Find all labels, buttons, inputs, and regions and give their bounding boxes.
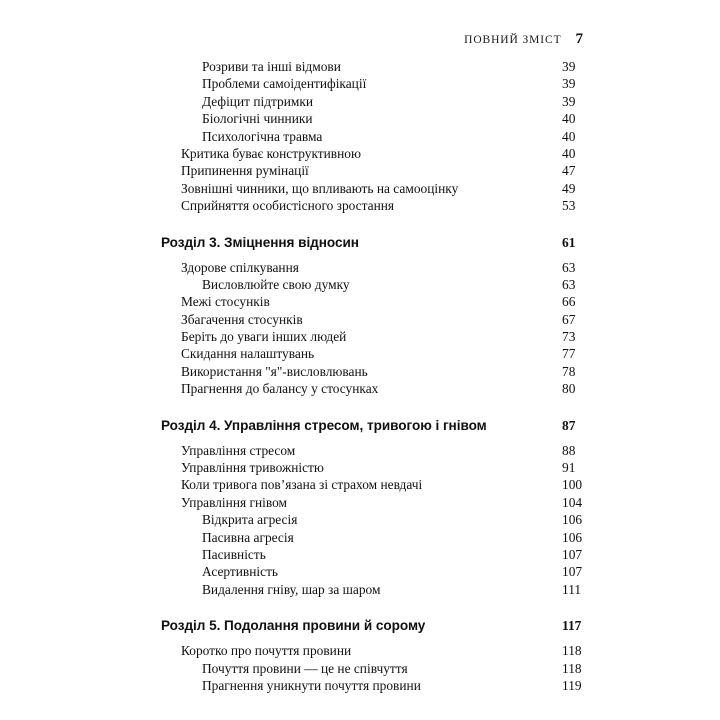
toc-entry-row[interactable] xyxy=(0,197,720,214)
toc-entry-row[interactable] xyxy=(0,93,720,110)
toc-entry-row[interactable] xyxy=(0,259,720,276)
toc-entry-label: Збагачення стосунків xyxy=(181,311,303,327)
toc-entry-row[interactable] xyxy=(0,145,720,162)
toc-entry-row[interactable] xyxy=(0,162,720,179)
toc-page-number: 119 xyxy=(562,677,582,693)
toc-page-number: 40 xyxy=(562,145,576,161)
toc-entry-row[interactable] xyxy=(0,642,720,659)
toc-page-number: 88 xyxy=(562,442,576,458)
toc-page-number: 80 xyxy=(562,381,576,397)
toc-entry-label: Психологічна травма xyxy=(202,128,323,144)
toc-block-gap xyxy=(0,598,720,616)
toc-page-number: 63 xyxy=(562,276,576,292)
toc-entry-label: Пасивна агресія xyxy=(202,529,294,545)
toc-page-number: 111 xyxy=(562,581,582,597)
toc-page-number: 66 xyxy=(562,294,576,310)
toc-entry-row[interactable] xyxy=(0,677,720,694)
toc-chapter-label: Розділ 5. Подолання провини й сорому xyxy=(161,618,426,634)
toc-list xyxy=(0,58,720,694)
toc-entry-label: Здорове спілкування xyxy=(181,259,299,275)
toc-page-number: 39 xyxy=(562,76,576,92)
toc-entry-row[interactable] xyxy=(0,459,720,476)
toc-entry-label: Почуття провини — це не співчуття xyxy=(202,660,408,676)
toc-block-gap xyxy=(0,398,720,416)
toc-page-number: 87 xyxy=(562,417,576,433)
toc-entry-label: Сприйняття особистісного зростання xyxy=(181,198,395,214)
toc-entry-label: Беріть до уваги інших людей xyxy=(181,329,347,345)
toc-entry-label: Проблеми самоідентифікації xyxy=(202,76,367,92)
toc-chapter-row[interactable] xyxy=(0,416,720,436)
toc-entry-label: Прагнення до балансу у стосунках xyxy=(181,381,379,397)
toc-entry-label: Коли тривога пов’язана зі страхом невдачі xyxy=(181,477,423,493)
toc-entry-label: Управління гнівом xyxy=(181,494,288,510)
toc-entry-label: Скидання налаштувань xyxy=(181,346,315,362)
toc-page-number: 67 xyxy=(562,311,576,327)
toc-page-number: 106 xyxy=(562,512,583,528)
toc-entry-label: Використання "я"-висловлювань xyxy=(181,363,368,379)
toc-entry-row[interactable] xyxy=(0,128,720,145)
toc-page-number: 61 xyxy=(562,234,576,250)
toc-entry-row[interactable] xyxy=(0,546,720,563)
toc-entry-label: Коротко про почуття провини xyxy=(181,643,352,659)
toc-page-number: 49 xyxy=(562,180,576,196)
toc-entry-row[interactable] xyxy=(0,75,720,92)
toc-entry-label: Межі стосунків xyxy=(181,294,270,310)
toc-chapter-row[interactable] xyxy=(0,616,720,636)
toc-entry-label: Асертивність xyxy=(202,564,279,580)
running-head-title: ПОВНИЙ ЗМІСТ xyxy=(464,34,562,46)
toc-entry-label: Критика буває конструктивною xyxy=(181,145,361,161)
toc-entry-label: Видалення гніву, шар за шаром xyxy=(202,581,381,597)
toc-page-number: 73 xyxy=(562,329,576,345)
toc-page-number: 100 xyxy=(562,477,583,493)
toc-entry-row[interactable] xyxy=(0,363,720,380)
toc-entry-row[interactable] xyxy=(0,563,720,580)
toc-page-number: 118 xyxy=(562,643,582,659)
toc-entry-row[interactable] xyxy=(0,328,720,345)
toc-entry-row[interactable] xyxy=(0,442,720,459)
toc-entry-label: Дефіцит підтримки xyxy=(202,93,314,109)
toc-entry-label: Управління тривожністю xyxy=(181,460,324,476)
running-head xyxy=(0,30,583,48)
toc-page-number: 117 xyxy=(562,618,582,634)
toc-page-number: 78 xyxy=(562,363,576,379)
toc-entry-label: Висловлюйте свою думку xyxy=(202,276,350,292)
toc-entry-row[interactable] xyxy=(0,581,720,598)
toc-entry-label: Біологічні чинники xyxy=(202,111,313,127)
toc-entry-label: Зовнішні чинники, що впливають на самооцінку xyxy=(181,180,459,196)
toc-entry-row[interactable] xyxy=(0,511,720,528)
toc-chapter-row[interactable] xyxy=(0,233,720,253)
toc-entry-row[interactable] xyxy=(0,311,720,328)
toc-entry-row[interactable] xyxy=(0,276,720,293)
toc-page-number: 47 xyxy=(562,163,576,179)
toc-entry-label: Відкрита агресія xyxy=(202,512,298,528)
toc-entry-row[interactable] xyxy=(0,380,720,397)
toc-page-number: 107 xyxy=(562,546,583,562)
toc-entry-label: Припинення румінації xyxy=(181,163,309,179)
toc-entry-row[interactable] xyxy=(0,345,720,362)
toc-entry-row[interactable] xyxy=(0,476,720,493)
toc-entry-label: Пасивність xyxy=(202,546,266,562)
toc-page-number: 39 xyxy=(562,93,576,109)
toc-page-number: 118 xyxy=(562,660,582,676)
toc-entry-label: Управління стресом xyxy=(181,442,296,458)
toc-page-number: 107 xyxy=(562,564,583,580)
toc-entry-label: Розриви та інші відмови xyxy=(202,59,341,74)
page-folio-number: 7 xyxy=(575,31,583,47)
toc-entry-label: Прагнення уникнути почуття провини xyxy=(202,677,421,693)
toc-entry-row[interactable] xyxy=(0,529,720,546)
toc-entry-row[interactable] xyxy=(0,293,720,310)
toc-page-number: 106 xyxy=(562,529,583,545)
toc-page-number: 40 xyxy=(562,128,576,144)
toc-chapter-label: Розділ 3. Зміцнення відносин xyxy=(161,234,359,250)
toc-page-number: 39 xyxy=(562,59,576,74)
toc-chapter-label: Розділ 4. Управління стресом, тривогою і гнівом xyxy=(161,417,487,433)
toc-page-number: 40 xyxy=(562,111,576,127)
toc-entry-row[interactable] xyxy=(0,58,720,75)
toc-page-number: 104 xyxy=(562,494,583,510)
toc-entry-row[interactable] xyxy=(0,660,720,677)
toc-entry-row[interactable] xyxy=(0,110,720,127)
toc-page-number: 63 xyxy=(562,259,576,275)
toc-block-gap xyxy=(0,215,720,233)
toc-page-number: 53 xyxy=(562,198,576,214)
toc-entry-row[interactable] xyxy=(0,494,720,511)
toc-page-number: 91 xyxy=(562,460,576,476)
toc-page-number: 77 xyxy=(562,346,576,362)
toc-entry-row[interactable] xyxy=(0,180,720,197)
